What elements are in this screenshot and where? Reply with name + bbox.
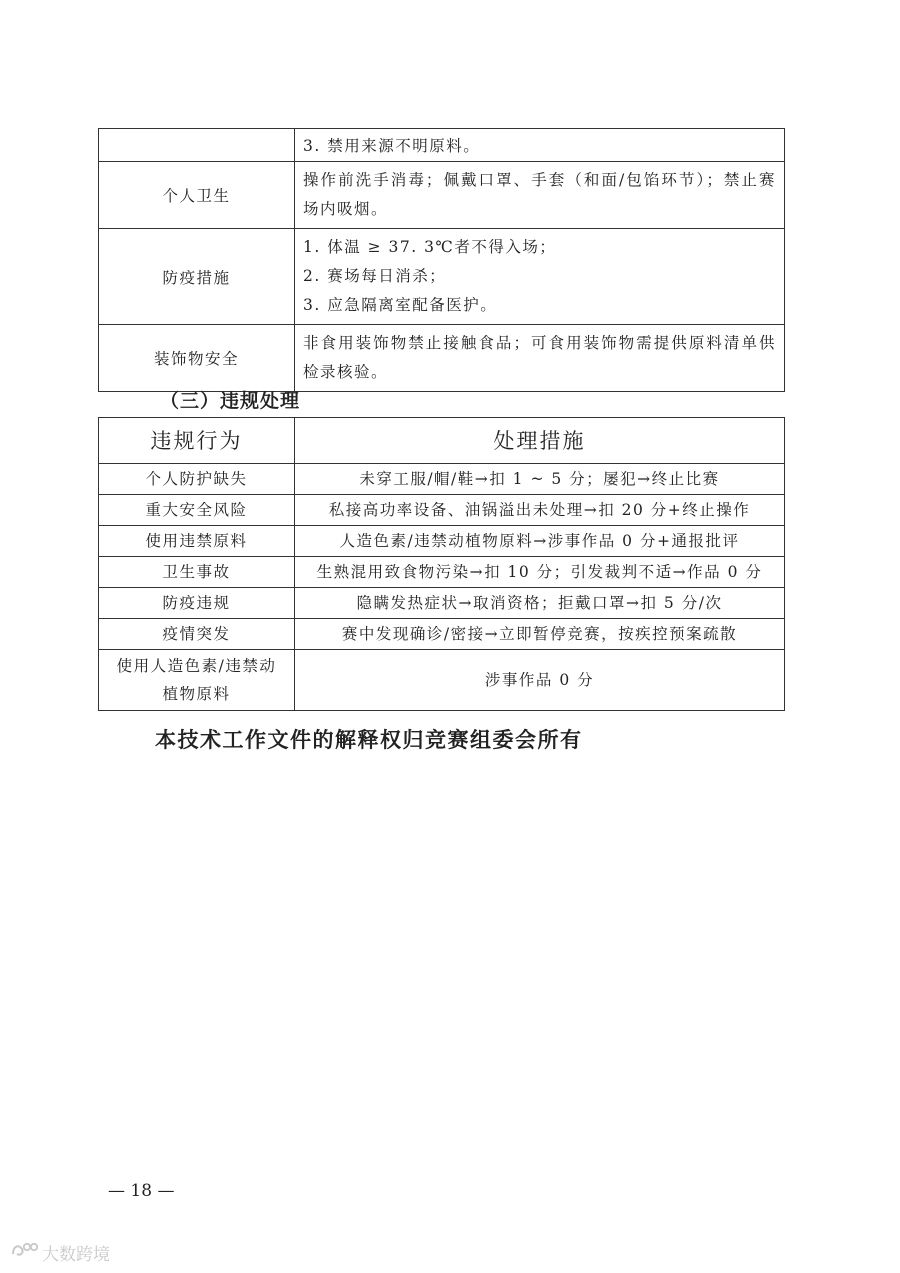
watermark-text: 大数跨境 [42, 1245, 110, 1265]
table-row [99, 495, 785, 526]
row-content [295, 162, 785, 229]
table-header-row [99, 418, 785, 464]
content-line: 2. 赛场每日消杀； [303, 267, 447, 285]
table-row [99, 557, 785, 588]
table-row [99, 650, 785, 711]
content-line: 3. 应急隔离室配备医护。 [303, 296, 498, 314]
behavior-cell: 重大安全风险 [99, 495, 295, 526]
watermark [10, 1240, 110, 1265]
table-row [99, 526, 785, 557]
table-row [99, 619, 785, 650]
table-row [99, 129, 785, 162]
footer-statement: 本技术工作文件的解释权归竞赛组委会所有 [155, 728, 583, 752]
requirements-table [98, 128, 785, 392]
violations-table [98, 417, 785, 711]
row-content [295, 325, 785, 392]
column-header-behavior: 违规行为 [99, 418, 295, 464]
behavior-cell: 防疫违规 [99, 588, 295, 619]
behavior-cell: 卫生事故 [99, 557, 295, 588]
behavior-text: 使用人造色素/违禁动植物原料 [116, 657, 277, 703]
content-line: 1. 体温 ≥ 37. 3℃者不得入场； [303, 238, 557, 256]
measure-cell: 隐瞒发热症状→取消资格；拒戴口罩→扣 5 分/次 [295, 588, 785, 619]
measure-cell: 赛中发现确诊/密接→立即暂停竞赛，按疾控预案疏散 [295, 619, 785, 650]
behavior-cell: 个人防护缺失 [99, 464, 295, 495]
behavior-cell [99, 650, 295, 711]
row-label: 装饰物安全 [99, 325, 295, 392]
content-line: 3. 禁用来源不明原料。 [303, 137, 481, 155]
section-heading: （三）违规处理 [160, 390, 301, 412]
behavior-cell: 疫情突发 [99, 619, 295, 650]
measure-cell: 私接高功率设备、油锅溢出未处理→扣 20 分+终止操作 [295, 495, 785, 526]
measure-cell: 未穿工服/帽/鞋→扣 1 ~ 5 分；屡犯→终止比赛 [295, 464, 785, 495]
content-line: 非食用装饰物禁止接触食品；可食用装饰物需提供原料清单供检录核验。 [303, 334, 776, 381]
behavior-cell: 使用违禁原料 [99, 526, 295, 557]
table-row [99, 588, 785, 619]
row-label: 防疫措施 [99, 229, 295, 325]
column-header-measure: 处理措施 [295, 418, 785, 464]
table-row [99, 229, 785, 325]
measure-cell: 生熟混用致食物污染→扣 10 分；引发裁判不适→作品 0 分 [295, 557, 785, 588]
table-row [99, 162, 785, 229]
row-content [295, 129, 785, 162]
logo-icon [10, 1241, 38, 1264]
content-line: 操作前洗手消毒；佩戴口罩、手套（和面/包馅环节）；禁止赛场内吸烟。 [303, 171, 776, 218]
measure-cell: 人造色素/违禁动植物原料→涉事作品 0 分+通报批评 [295, 526, 785, 557]
table-row [99, 325, 785, 392]
table-row [99, 464, 785, 495]
page-number: — 18 — [108, 1181, 175, 1201]
row-content [295, 229, 785, 325]
row-label [99, 129, 295, 162]
measure-cell: 涉事作品 0 分 [295, 650, 785, 711]
row-label: 个人卫生 [99, 162, 295, 229]
